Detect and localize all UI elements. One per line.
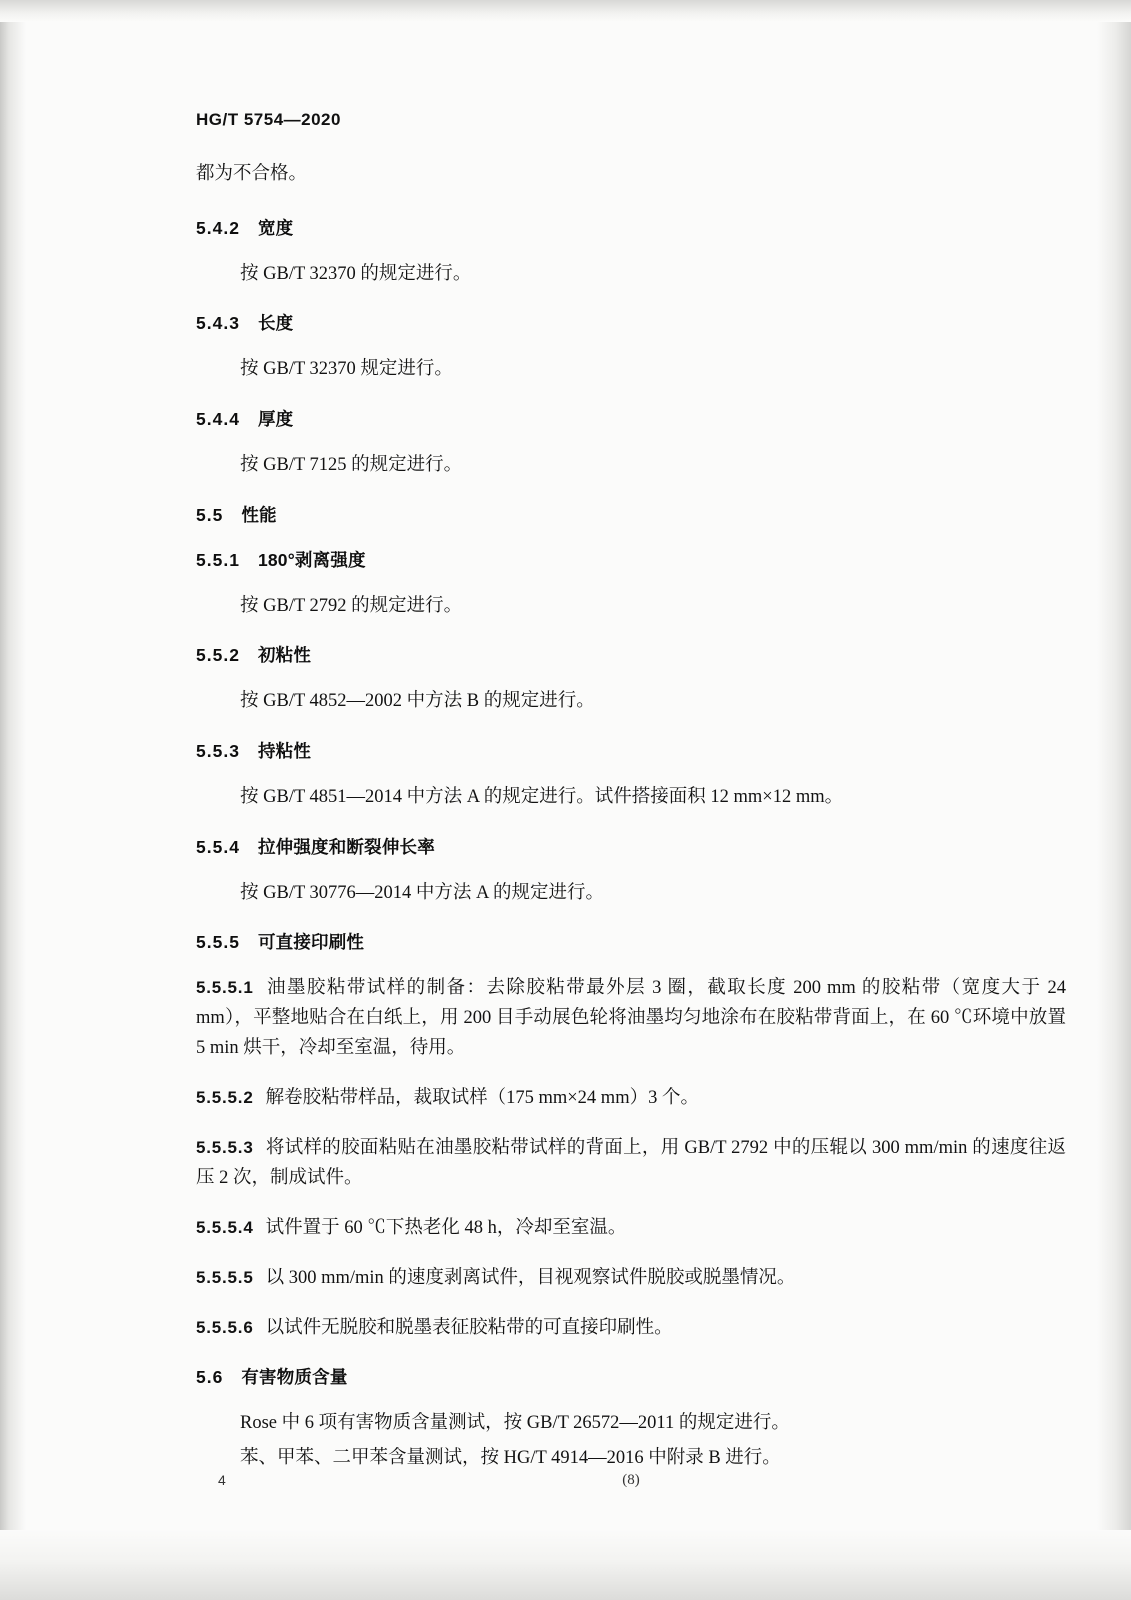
section-heading-5-4-4 bbox=[196, 406, 1066, 431]
section-title: 初粘性 bbox=[257, 645, 312, 666]
scan-edge-right bbox=[1097, 0, 1131, 1600]
subitem-number: 5.5.5.4 bbox=[196, 1218, 254, 1238]
page-content bbox=[196, 110, 1066, 1494]
section-title: 厚度 bbox=[257, 409, 294, 430]
section-heading-5-5-3 bbox=[196, 738, 1066, 763]
section-number: 5.5.3 bbox=[196, 741, 240, 762]
section-body-5-4-2: 按 GB/T 32370 的规定进行。 bbox=[240, 263, 472, 284]
section-body-5-4-4: 按 GB/T 7125 的规定进行。 bbox=[240, 455, 463, 476]
subitem-text: 将试样的胶面粘贴在油墨胶粘带试样的背面上，用 GB/T 2792 中的压辊以 300 mm/min 的速度往返压 2 次，制成试件。 bbox=[196, 1138, 1066, 1189]
section-title: 拉伸强度和断裂伸长率 bbox=[257, 836, 435, 857]
document-header: HG/T 5754—2020 bbox=[196, 110, 341, 129]
section-number: 5.5.5 bbox=[196, 932, 240, 953]
section-title: 持粘性 bbox=[257, 741, 312, 762]
section-heading-5-6 bbox=[196, 1364, 1066, 1389]
subitem-5-5-5-2 bbox=[196, 1084, 1066, 1114]
section-number: 5.5.1 bbox=[196, 549, 240, 570]
subitem-text: 以 300 mm/min 的速度剥离试件，目视观察试件脱胶或脱墨情况。 bbox=[265, 1268, 796, 1289]
section-heading-5-4-3 bbox=[196, 310, 1066, 335]
scan-edge-top bbox=[0, 0, 1131, 22]
page-footer bbox=[196, 1472, 1066, 1492]
subitem-number: 5.5.5.2 bbox=[196, 1088, 254, 1108]
section-heading-5-5-2 bbox=[196, 642, 1066, 667]
section-number: 5.5.4 bbox=[196, 836, 240, 857]
section-title: 180°剥离强度 bbox=[257, 549, 366, 570]
subitem-text: 油墨胶粘带试样的制备：去除胶粘带最外层 3 圈，截取长度 200 mm 的胶粘带（宽度大于 24 mm），平整地贴合在白纸上，用 200 目手动展色轮将油墨均匀地涂布在胶粘带背面上，在 60 ℃环境中放置 5 min 烘干，冷却至室温，待用。 bbox=[196, 978, 1066, 1059]
lead-paragraph: 都为不合格。 bbox=[196, 164, 308, 184]
section-number: 5.4.4 bbox=[196, 409, 240, 430]
section-heading-5-4-2 bbox=[196, 215, 1066, 240]
scan-edge-left bbox=[0, 0, 26, 1600]
section-number: 5.4.3 bbox=[196, 313, 240, 334]
section-body-5-5-3: 按 GB/T 4851—2014 中方法 A 的规定进行。试件搭接面积 12 mm×12 mm。 bbox=[240, 787, 844, 808]
section-title: 长度 bbox=[257, 313, 294, 334]
subitem-text: 以试件无脱胶和脱墨表征胶粘带的可直接印刷性。 bbox=[265, 1318, 673, 1339]
scan-edge-bottom bbox=[0, 1530, 1131, 1600]
section-number: 5.4.2 bbox=[196, 217, 240, 238]
subitem-5-5-5-4 bbox=[196, 1214, 1066, 1244]
section-title: 宽度 bbox=[257, 217, 294, 238]
subitem-5-5-5-1 bbox=[196, 974, 1066, 1064]
section-body-5-5-4: 按 GB/T 30776—2014 中方法 A 的规定进行。 bbox=[240, 882, 605, 903]
closing-paragraph-1: Rose 中 6 项有害物质含量测试，按 GB/T 26572—2011 的规定进行。 bbox=[240, 1413, 790, 1434]
section-title: 有害物质含量 bbox=[241, 1367, 348, 1388]
subitem-number: 5.5.5.3 bbox=[196, 1138, 254, 1158]
page-number: 4 bbox=[218, 1472, 226, 1488]
section-body-5-4-3: 按 GB/T 32370 规定进行。 bbox=[240, 359, 453, 380]
section-heading-5-5-5 bbox=[196, 929, 1066, 954]
section-heading-5-5-1 bbox=[196, 547, 1066, 572]
section-heading-5-5 bbox=[196, 502, 1066, 527]
section-body-5-5-2: 按 GB/T 4852—2002 中方法 B 的规定进行。 bbox=[240, 691, 595, 712]
subitem-number: 5.5.5.5 bbox=[196, 1268, 254, 1288]
section-title: 可直接印刷性 bbox=[257, 932, 365, 953]
section-number: 5.6 bbox=[196, 1367, 224, 1388]
subitem-5-5-5-3 bbox=[196, 1134, 1066, 1194]
subitem-5-5-5-6 bbox=[196, 1314, 1066, 1344]
section-title: 性能 bbox=[241, 504, 277, 525]
subitem-5-5-5-5 bbox=[196, 1264, 1066, 1294]
closing-paragraph-2: 苯、甲苯、二甲苯含量测试，按 HG/T 4914—2016 中附录 B 进行。 bbox=[240, 1447, 781, 1468]
section-number: 5.5.2 bbox=[196, 645, 240, 666]
subitem-text: 解卷胶粘带样品，裁取试样（175 mm×24 mm）3 个。 bbox=[265, 1088, 699, 1109]
section-body-5-5-1: 按 GB/T 2792 的规定进行。 bbox=[240, 595, 463, 616]
subitem-number: 5.5.5.1 bbox=[196, 978, 254, 998]
sheet-number: (8) bbox=[622, 1472, 640, 1488]
subitem-number: 5.5.5.6 bbox=[196, 1318, 254, 1338]
section-number: 5.5 bbox=[196, 504, 224, 525]
section-heading-5-5-4 bbox=[196, 834, 1066, 859]
subitem-text: 试件置于 60 ℃下热老化 48 h，冷却至室温。 bbox=[265, 1218, 627, 1239]
